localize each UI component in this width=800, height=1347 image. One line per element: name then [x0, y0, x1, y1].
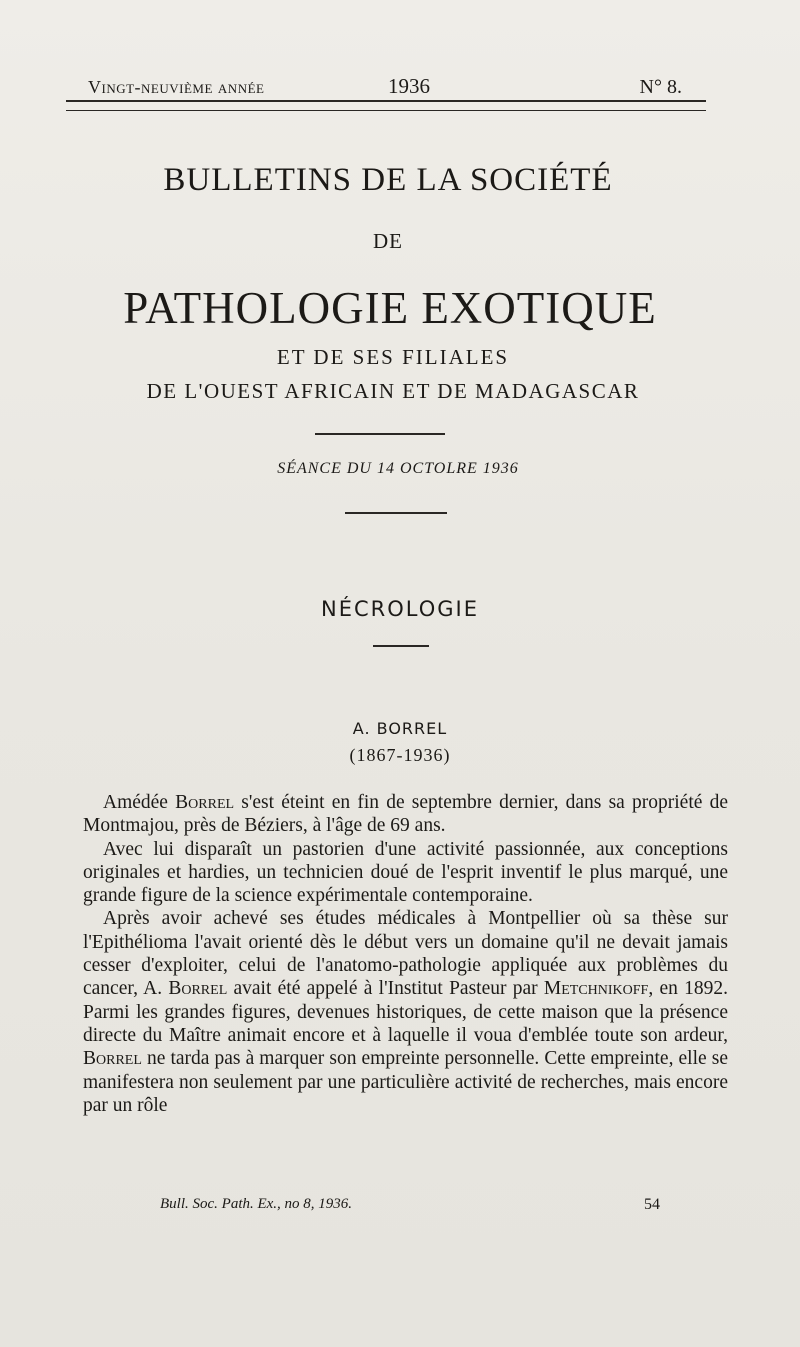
masthead-main-title: PATHOLOGIE EXOTIQUE — [123, 283, 657, 333]
session-date: SÉANCE DU 14 OCTOLRE 1936 — [277, 460, 519, 477]
footer-citation: Bull. Soc. Path. Ex., no 8, 1936. — [160, 1196, 353, 1212]
masthead-line-2: DE — [373, 229, 403, 253]
volume-year-label: Vingt-neuvième année — [88, 77, 265, 97]
paragraph-3 — [83, 907, 728, 1117]
header-double-rule — [66, 100, 706, 111]
text-run: s'est éteint en fin de septembre dernier, dans sa propriété de Montmajou, près de Béziers, à l'âge de 69 ans. — [83, 792, 729, 837]
obituary-dates: (1867-1936) — [349, 745, 451, 765]
obituary-name: A. BORREL — [352, 719, 448, 738]
divider-rule-3 — [373, 645, 429, 647]
masthead-line-1: BULLETINS DE LA SOCIÉTÉ — [163, 162, 613, 198]
section-title: NÉCROLOGIE — [321, 597, 479, 621]
paragraph-1 — [83, 791, 728, 838]
masthead-line-5: DE L'OUEST AFRICAIN ET DE MADAGASCAR — [146, 379, 640, 403]
text-run: Amédée — [103, 792, 176, 813]
person-name: Borrel — [168, 978, 228, 1000]
masthead-line-4: ET DE SES FILIALES — [276, 345, 510, 369]
person-name: Borrel — [175, 792, 235, 813]
divider-rule-2 — [345, 512, 447, 514]
page-number: 54 — [644, 1196, 660, 1213]
paragraph-2: Avec lui disparaît un pastorien d'une activité passionnée, aux conceptions originales et hardies, un technicien doué de l'esprit inventif le plus marqué, une grande figure de la science expérimentale contemporaine. — [83, 838, 728, 907]
running-head — [88, 76, 682, 99]
person-name: Borrel — [83, 1048, 142, 1070]
page-footer — [160, 1196, 660, 1214]
text-run: Après avoir achevé ses études médicales à Montpellier où sa thèse sur l'Epithélioma l'avait orienté dès le début vers un domaine qu'il ne devait jamais cesser d'exploiter, celui de l'anatomo-pathologie appliquée aux problèmes du cancer, A. — [83, 908, 728, 1000]
divider-rule-1 — [315, 433, 445, 435]
text-run: ne tarda pas à marquer son empreinte personnelle. Cette empreinte, elle se manifestera non seulement par une particulière activité de recherches, mais encore par un rôle — [83, 1048, 728, 1116]
article-body — [83, 791, 728, 1117]
issue-number: N° 8. — [639, 76, 682, 98]
publication-year: 1936 — [388, 74, 430, 98]
person-name: Metchnikoff — [543, 978, 649, 1000]
text-run: , en 1892. Parmi les grandes figures, devenues historiques, de cette maison que la présence directe du Maître animait encore et à laquelle il voua d'emblée toute son ardeur, — [83, 978, 729, 1046]
text-run: avait été appelé à l'Institut Pasteur par — [227, 978, 544, 1000]
